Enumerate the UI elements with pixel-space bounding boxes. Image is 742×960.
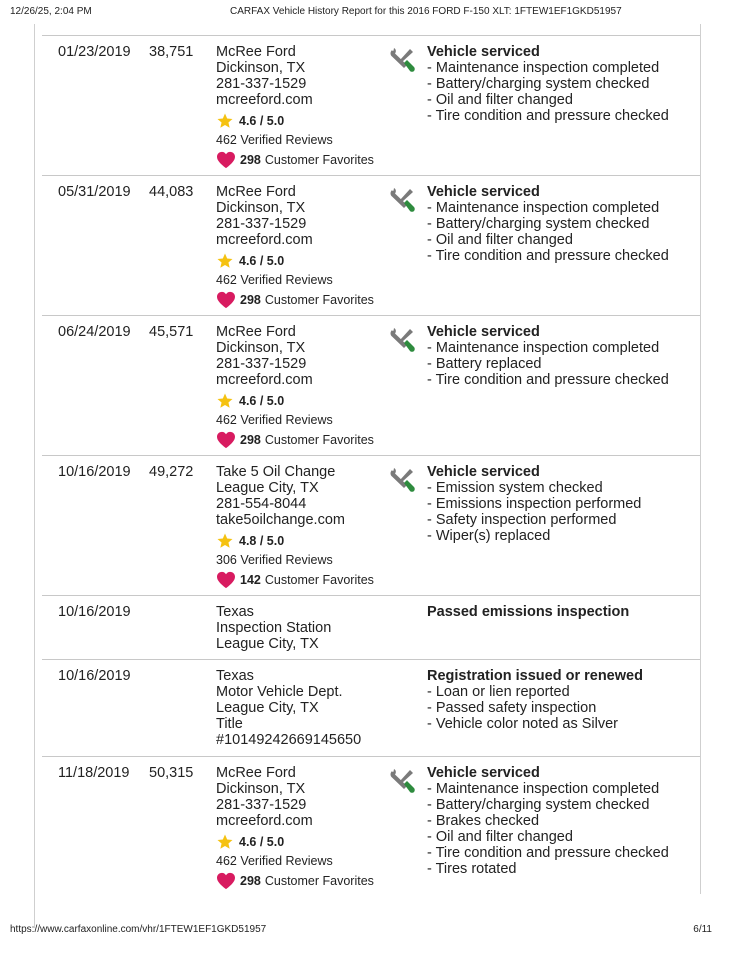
right-page-border xyxy=(700,24,701,894)
record-comments xyxy=(427,184,697,264)
star-icon xyxy=(216,833,234,851)
source-line: League City, TX xyxy=(216,480,319,496)
comment-item: - Tire condition and pressure checked xyxy=(427,248,697,264)
heart-icon xyxy=(216,151,236,169)
customer-favorites[interactable] xyxy=(216,290,374,310)
source-line: Inspection Station xyxy=(216,620,332,636)
comment-heading: Vehicle serviced xyxy=(427,324,540,340)
comment-item: - Safety inspection performed xyxy=(427,512,697,528)
favorites-label: Customer Favorites xyxy=(264,874,374,888)
dealer-rating xyxy=(216,531,374,551)
rating-value: 4.6 / 5.0 xyxy=(239,835,285,849)
rating-value: 4.6 / 5.0 xyxy=(239,394,285,408)
customer-favorites[interactable] xyxy=(216,150,374,170)
customer-favorites[interactable] xyxy=(216,871,374,891)
comment-item: - Maintenance inspection completed xyxy=(427,781,697,797)
record-date: 01/23/2019 xyxy=(58,44,131,60)
comment-item: - Emissions inspection performed xyxy=(427,496,697,512)
source-line: Texas xyxy=(216,668,254,684)
print-footer xyxy=(0,924,742,938)
comment-item: - Maintenance inspection completed xyxy=(427,60,697,76)
comment-heading: Vehicle serviced xyxy=(427,464,540,480)
star-icon xyxy=(216,112,234,130)
record-mileage: 38,751 xyxy=(149,44,194,60)
source-line: 281-554-8044 xyxy=(216,496,307,512)
record-source xyxy=(216,604,331,652)
record-comments xyxy=(427,668,697,732)
record-date: 10/16/2019 xyxy=(58,604,131,620)
source-line: Motor Vehicle Dept. xyxy=(216,684,343,700)
rating-value: 4.6 / 5.0 xyxy=(239,114,285,128)
record-comments xyxy=(427,604,697,620)
comment-item: - Oil and filter changed xyxy=(427,232,697,248)
heart-icon xyxy=(216,291,236,309)
source-website-link[interactable]: mcreeford.com xyxy=(216,232,313,248)
comment-heading: Vehicle serviced xyxy=(427,765,540,781)
favorites-label: Customer Favorites xyxy=(264,573,374,587)
comment-item: - Battery replaced xyxy=(427,356,697,372)
record-date: 05/31/2019 xyxy=(58,184,131,200)
favorites-count: 298 xyxy=(240,153,261,167)
record-comments xyxy=(427,464,697,544)
comment-heading: Vehicle serviced xyxy=(427,184,540,200)
favorites-count: 298 xyxy=(240,433,261,447)
history-record-row xyxy=(42,756,700,917)
record-date: 10/16/2019 xyxy=(58,464,131,480)
record-source xyxy=(216,324,374,450)
comment-item: - Wiper(s) replaced xyxy=(427,528,697,544)
favorites-count: 298 xyxy=(240,874,261,888)
source-line: League City, TX xyxy=(216,636,319,652)
source-website-link[interactable]: mcreeford.com xyxy=(216,813,313,829)
comment-item: - Tire condition and pressure checked xyxy=(427,108,697,124)
comment-item: - Tire condition and pressure checked xyxy=(427,372,697,388)
comment-item: - Maintenance inspection completed xyxy=(427,340,697,356)
rating-value: 4.6 / 5.0 xyxy=(239,254,285,268)
record-date: 10/16/2019 xyxy=(58,668,131,684)
comment-item: - Emission system checked xyxy=(427,480,697,496)
record-source xyxy=(216,464,374,590)
source-line: Dickinson, TX xyxy=(216,781,306,797)
heart-icon xyxy=(216,571,236,589)
verified-reviews-link[interactable]: 462 Verified Reviews xyxy=(216,413,333,427)
tools-icon xyxy=(388,47,416,73)
service-history-table xyxy=(42,35,700,917)
comment-item: - Brakes checked xyxy=(427,813,697,829)
record-source xyxy=(216,668,361,748)
source-line: McRee Ford xyxy=(216,765,296,781)
print-date: 12/26/25, 2:04 PM xyxy=(10,6,92,17)
comment-item: - Loan or lien reported xyxy=(427,684,697,700)
heart-icon xyxy=(216,431,236,449)
record-date: 06/24/2019 xyxy=(58,324,131,340)
favorites-label: Customer Favorites xyxy=(264,153,374,167)
record-mileage: 49,272 xyxy=(149,464,194,480)
source-line: Texas xyxy=(216,604,254,620)
favorites-label: Customer Favorites xyxy=(264,293,374,307)
print-header xyxy=(0,6,742,20)
comment-item: - Passed safety inspection xyxy=(427,700,697,716)
verified-reviews-link[interactable]: 462 Verified Reviews xyxy=(216,273,333,287)
record-date: 11/18/2019 xyxy=(58,765,130,781)
customer-favorites[interactable] xyxy=(216,570,374,590)
source-website-link[interactable]: mcreeford.com xyxy=(216,92,313,108)
source-line: Dickinson, TX xyxy=(216,340,306,356)
source-line: 281-337-1529 xyxy=(216,216,307,232)
dealer-rating xyxy=(216,111,374,131)
comment-item: - Oil and filter changed xyxy=(427,829,697,845)
heart-icon xyxy=(216,872,236,890)
record-comments xyxy=(427,765,697,877)
tools-icon xyxy=(388,327,416,353)
source-website-link[interactable]: take5oilchange.com xyxy=(216,512,345,528)
dealer-rating xyxy=(216,832,374,852)
source-line: Title xyxy=(216,716,243,732)
record-source xyxy=(216,44,374,170)
record-mileage: 45,571 xyxy=(149,324,194,340)
left-page-border xyxy=(34,24,35,928)
star-icon xyxy=(216,252,234,270)
page-url: https://www.carfaxonline.com/vhr/1FTEW1EF1GKD51957 xyxy=(10,924,267,935)
favorites-count: 298 xyxy=(240,293,261,307)
verified-reviews-link[interactable]: 306 Verified Reviews xyxy=(216,553,333,567)
dealer-rating xyxy=(216,391,374,411)
comment-heading: Passed emissions inspection xyxy=(427,604,630,620)
customer-favorites[interactable] xyxy=(216,430,374,450)
comment-item: - Maintenance inspection completed xyxy=(427,200,697,216)
source-line: 281-337-1529 xyxy=(216,76,307,92)
dealer-rating xyxy=(216,251,374,271)
verified-reviews-link[interactable]: 462 Verified Reviews xyxy=(216,133,333,147)
tools-icon xyxy=(388,187,416,213)
history-record-row xyxy=(42,595,700,659)
verified-reviews-link[interactable]: 462 Verified Reviews xyxy=(216,854,333,868)
comment-item: - Battery/charging system checked xyxy=(427,216,697,232)
source-line: McRee Ford xyxy=(216,44,296,60)
history-record-row xyxy=(42,659,700,756)
comment-item: - Battery/charging system checked xyxy=(427,797,697,813)
history-record-row xyxy=(42,455,700,595)
source-line: 281-337-1529 xyxy=(216,356,307,372)
source-line: Take 5 Oil Change xyxy=(216,464,336,480)
comment-heading: Registration issued or renewed xyxy=(427,668,643,684)
favorites-label: Customer Favorites xyxy=(264,433,374,447)
comment-item: - Oil and filter changed xyxy=(427,92,697,108)
record-comments xyxy=(427,44,697,124)
source-line: Dickinson, TX xyxy=(216,200,306,216)
record-mileage: 44,083 xyxy=(149,184,194,200)
source-line: McRee Ford xyxy=(216,324,296,340)
tools-icon xyxy=(388,768,416,794)
report-title: CARFAX Vehicle History Report for this 2016 FORD F-150 XLT: 1FTEW1EF1GKD51957 xyxy=(230,6,622,17)
rating-value: 4.8 / 5.0 xyxy=(239,534,285,548)
source-line: 281-337-1529 xyxy=(216,797,307,813)
source-website-link[interactable]: mcreeford.com xyxy=(216,372,313,388)
history-record-row xyxy=(42,175,700,315)
source-line: #10149242669145650 xyxy=(216,732,362,748)
source-line: McRee Ford xyxy=(216,184,296,200)
comment-item: - Vehicle color noted as Silver xyxy=(427,716,697,732)
record-mileage: 50,315 xyxy=(149,765,194,781)
tools-icon xyxy=(388,467,416,493)
record-source xyxy=(216,765,374,891)
page-number: 6/11 xyxy=(693,924,712,935)
favorites-count: 142 xyxy=(240,573,261,587)
history-record-row xyxy=(42,315,700,455)
comment-item: - Tire condition and pressure checked xyxy=(427,845,697,861)
history-record-row xyxy=(42,35,700,175)
comment-item: - Battery/charging system checked xyxy=(427,76,697,92)
comment-heading: Vehicle serviced xyxy=(427,44,540,60)
source-line: Dickinson, TX xyxy=(216,60,306,76)
comment-item: - Tires rotated xyxy=(427,861,697,877)
record-comments xyxy=(427,324,697,388)
star-icon xyxy=(216,392,234,410)
source-line: League City, TX xyxy=(216,700,319,716)
star-icon xyxy=(216,532,234,550)
record-source xyxy=(216,184,374,310)
